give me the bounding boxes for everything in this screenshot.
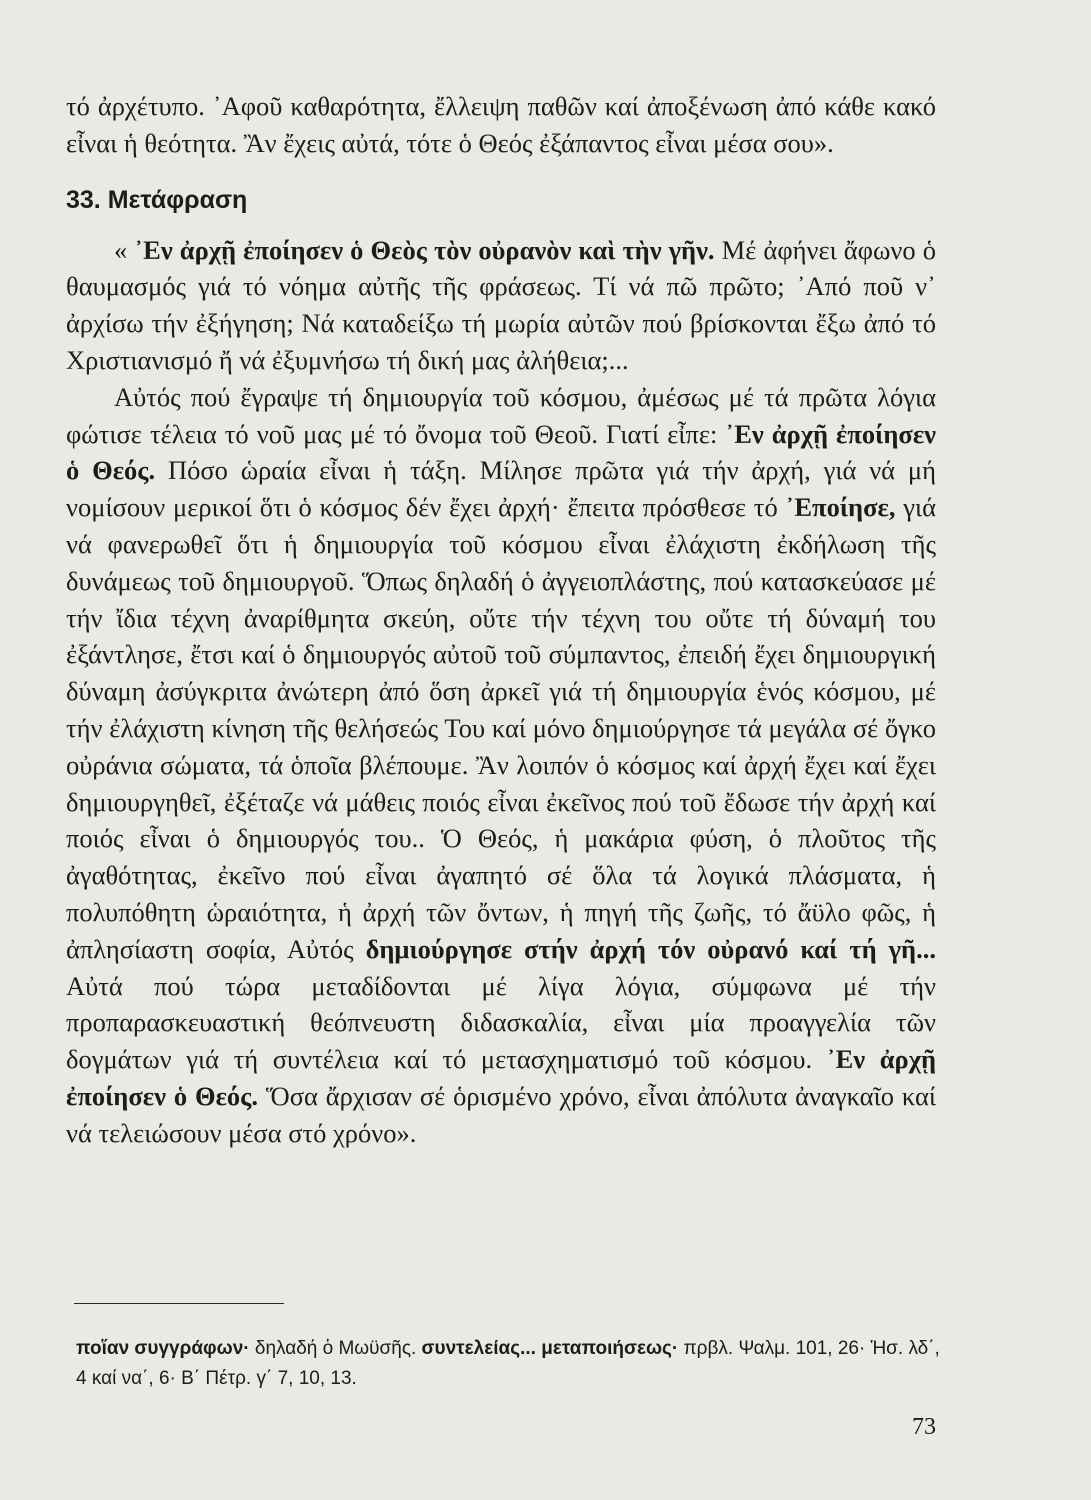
main-text <box>66 88 936 1152</box>
bold-phrase: δημιούργησε στήν ἀρχή τόν οὐρανό καί τή γῆ... <box>365 933 936 964</box>
paragraph-2-text: Αὐτά πού τώρα μεταδίδονται μέ λίγα λόγια, σύμφωνα μέ τήν προπαρασκευαστική θεόπνευστη διδασκαλία, εἶναι μία προαγγελία τῶν δογμάτων γιά τή συντέλεια καί τό μετασχηματισμό τοῦ κόσμου. <box>66 970 936 1075</box>
bold-phrase: ᾿Εποίησε, <box>785 492 896 523</box>
footnote-text: πρβλ. Ψαλμ. 101, 26· Ἡσ. λδ΄, 4 καί να΄, 6· Β΄ Πέτρ. γ΄ 7, 10, 13. <box>76 1338 940 1389</box>
footnote-term: συντελείας... μεταποιήσεως· <box>421 1338 679 1359</box>
paragraph-2-text: γιά νά φανερωθεῖ ὅτι ἡ δημιουργία τοῦ κόσμου εἶναι ἐλάχιστη ἐκδήλωση τῆς δυνάμεως τοῦ δημιουργοῦ. Ὅπως δηλαδή ὁ ἀγγειοπλάστης, πού κατασκεύασε μέ τήν ἴδια τέχνη ἀναρίθμητα σκεύη, οὔτε τήν τέχνη του οὔτε τή δύναμή του ἐξάντλησε, ἔτσι καί ὁ δημιουργός αὐτοῦ τοῦ σύμπαντος, ἐπειδή ἔχει δημιουργική δύναμη ἀσύγκριτα ἀνώτερη ἀπό ὅση ἀρκεῖ γιά τή δημιουργία ἑνός κόσμου, μέ τήν ἐλάχιστη κίνηση τῆς θελήσεώς Του καί μόνο δημιούργησε τά μεγάλα σέ ὄγκο οὐράνια σώματα, τά ὁποῖα βλέπουμε. Ἂν λοιπόν ὁ κόσμος καί ἀρχή ἔχει καί ἔχει δημιουργηθεῖ, ἐξέταζε νά μάθεις ποιός εἶναι ἐκεῖνος πού τοῦ ἔδωσε τήν ἀρχή καί ποιός εἶναι ὁ δημιουργός του.. Ὁ Θεός, ἡ μακάρια φύση, ὁ πλοῦτος τῆς ἀγαθότητας, ἐκεῖνο πού εἶναι ἀγαπητό σέ ὅλα τά λογικά πλάσματα, ἡ πολυπόθητη ὡραιότητα, ἡ ἀρχή τῶν ὄντων, ἡ πηγή τῆς ζωῆς, τό ἄϋλο φῶς, ἡ ἀπλησίαστη σοφία, Αὐτός <box>66 492 937 964</box>
bold-phrase: ᾿Εν ἀρχῇ ἐποίησεν ὁ Θεός. <box>66 418 936 486</box>
paragraph-2-text: Ὅσα ἄρχισαν σέ ὁρισμένο χρόνο, εἶναι ἀπόλυτα ἀναγκαῖο καί νά τελειώσουν μέσα στό χρόνο». <box>66 1080 936 1148</box>
footnote-term: ποἵαν συγγράφων· <box>76 1338 250 1359</box>
bold-quote: ᾿Εν ἀρχῇ ἐποίησεν ὁ Θεὸς τὸν οὐρανὸν καὶ τὴν γῆν. <box>134 234 715 265</box>
page-number: 73 <box>912 1414 936 1440</box>
paragraph-2-text: Πόσο ὡραία εἶναι ἡ τάξη. Μίλησε πρῶτα γιά τήν ἀρχή, γιά νά μή νομίσουν μερικοί ὅτι ὁ κόσμος δέν ἔχει ἀρχή· ἔπειτα πρόσθεσε τό <box>66 455 936 523</box>
paragraph-1-text: Μέ ἀφήνει ἄφωνο ὁ θαυμασμός γιά τό νόημα αὐτῆς τῆς φράσεως. Τί νά πῶ πρῶτο; ᾿Από ποῦ ν᾿ ἀρχίσω τήν ἐξήγηση; Νά καταδείξω τή μωρία αὐτῶν πού βρίσκονται ἔξω ἀπό τό Χριστιανισμό ἤ νά ἐξυμνήσω τή δική μας ἀλήθεια;... <box>66 234 937 375</box>
footnote <box>76 1334 948 1394</box>
quote-open: « <box>114 234 135 265</box>
footnote-text: δηλαδή ὁ Μωϋσῆς. <box>249 1338 422 1359</box>
bold-phrase: ᾿Εν ἀρχῇ ἐποίησεν ὁ Θεός. <box>66 1044 936 1111</box>
paragraph-1 <box>66 232 936 379</box>
paragraph-2-text: Αὐτός πού ἔγραψε τή δημιουργία τοῦ κόσμου, ἀμέσως μέ τά πρῶτα λόγια φώτισε τέλεια τό νοῦ μας μέ τό ὄνομα τοῦ Θεοῦ. Γιατί εἶπε: <box>66 381 936 449</box>
footnote-divider <box>74 1303 284 1304</box>
section-heading: 33. Μετάφραση <box>66 185 248 214</box>
intro-paragraph: τό ἀρχέτυπο. ᾿Αφοῦ καθαρότητα, ἔλλειψη παθῶν καί ἀποξένωση ἀπό κάθε κακό εἶναι ἡ θεότητα. Ἂν ἔχεις αὐτά, τότε ὁ Θεός ἐξάπαντος εἶναι μέσα σου». <box>66 91 936 158</box>
paragraph-2 <box>66 379 936 1152</box>
